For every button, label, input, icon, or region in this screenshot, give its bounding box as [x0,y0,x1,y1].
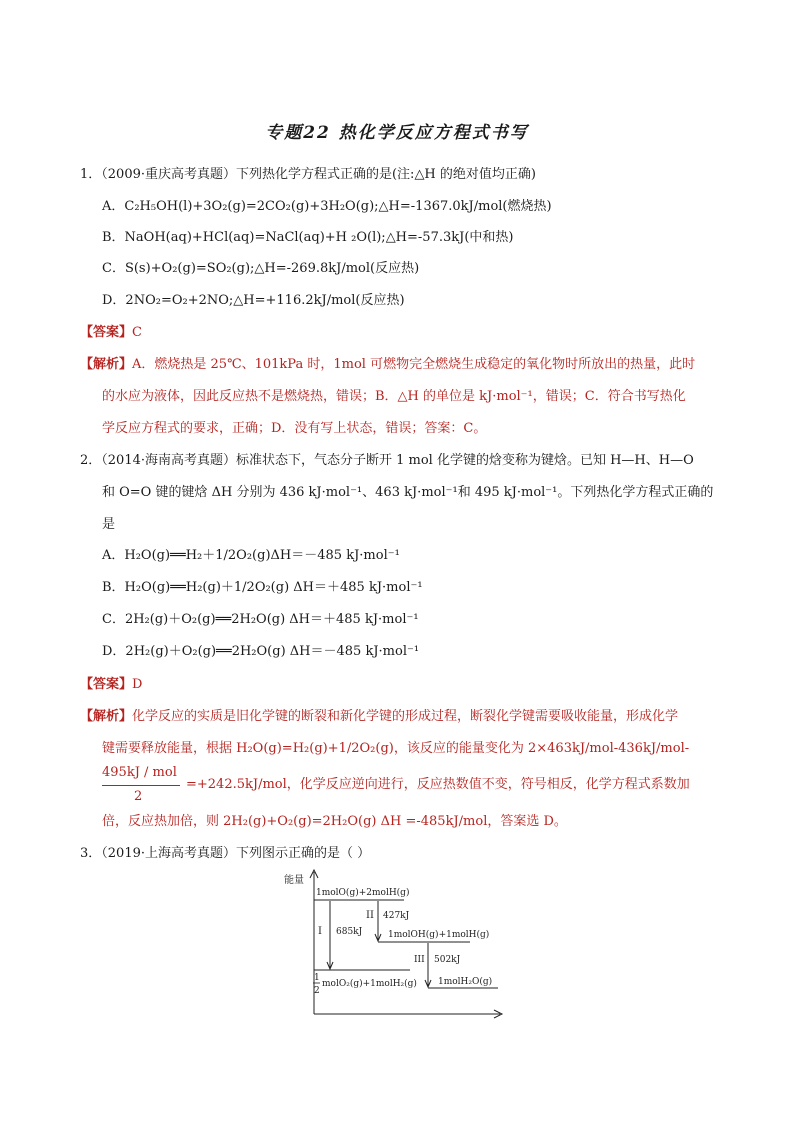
analysis-text: 化学反应的实质是旧化学键的断裂和新化学键的形成过程，断裂化学键需要吸收能量，形成化学 [132,709,679,724]
arrow-i-head [327,962,333,969]
q2-option-c: C．2H₂(g)＋O₂(g)══2H₂O(g) ΔH＝＋485 kJ·mol⁻¹ [102,612,419,627]
fraction [102,765,192,809]
y-axis-arrow [310,870,318,878]
level-low-left-frac-num: 1 [314,973,320,983]
q1-option-b: B．NaOH(aq)+HCl(aq)=NaCl(aq)+H ₂O(l);△H=-57.3kJ(中和热) [102,230,514,245]
q2-option-b: B．H₂O(g)══H₂(g)＋1/2O₂(g) ΔH＝＋485 kJ·mol⁻¹ [102,580,423,595]
arrow-ii-roman: II [366,910,374,921]
q2-analysis-line4: 倍，反应热加倍，则 2H₂(g)+O₂(g)=2H₂O(g) ΔH =-485kJ/mol，答案选 D。 [102,814,567,829]
q1-option-a: A．C₂H₅OH(l)+3O₂(g)=2CO₂(g)+3H₂O(g);△H=-1367.0kJ/mol(燃烧热) [102,199,552,214]
arrow-i-roman: I [318,926,322,937]
q1-analysis-line1 [80,356,695,374]
analysis-text: A．燃烧热是 25℃、101kPa 时，1mol 可燃物完全燃烧生成稳定的氧化物时所放出的热量，此时 [132,357,696,372]
fraction-numerator: 495kJ / mol [102,765,177,780]
answer-value: C [132,325,142,340]
arrow-iii-head [425,980,431,987]
level-low-left-frac-den: 2 [314,986,320,996]
arrow-ii-head [375,934,381,941]
answer-label: 【答案】 [80,325,133,340]
fraction-denominator: 2 [134,789,143,804]
q3-stem: 3．（2019·上海高考真题）下列图示正确的是（ ） [80,846,371,861]
level-low-left-label: molO₂(g)+1molH₂(g) [322,979,417,989]
q2-option-d: D．2H₂(g)＋O₂(g)══2H₂O(g) ΔH＝－485 kJ·mol⁻¹ [102,644,420,659]
fraction-bar [102,785,180,786]
q1-option-c: C．S(s)+O₂(g)=SO₂(g);△H=-269.8kJ/mol(反应热) [102,261,420,276]
q2-stem-line3: 是 [102,517,116,532]
x-axis-arrow [494,1010,502,1018]
q1-answer [80,324,142,342]
answer-label: 【答案】 [80,677,133,692]
q2-stem-line2: 和 O=O 键的键焓 ΔH 分别为 436 kJ·mol⁻¹、463 kJ·mol⁻¹和 495 kJ·mol⁻¹。下列热化学方程式正确的 [102,485,714,500]
arrow-ii-energy: 427kJ [383,911,410,921]
answer-value: D [132,677,143,692]
analysis-label: 【解析】 [80,357,133,372]
q2-answer [80,676,142,694]
q1-stem: 1．（2009·重庆高考真题）下列热化学方程式正确的是(注:△H 的绝对值均正确) [80,167,536,182]
q1-analysis-line3: 学反应方程式的要求，正确；D．没有写上状态，错误；答案：C。 [102,421,487,436]
q1-analysis-line2: 的水应为液体，因此反应热不是燃烧热，错误；B．△H 的单位是 kJ·mol⁻¹，错误；C．符合书写热化 [102,389,686,404]
page-title: 专题22 热化学反应方程式书写 [265,123,529,143]
level-low-right-label: 1molH₂O(g) [438,977,493,987]
level-top-label: 1molO(g)+2molH(g) [316,888,410,898]
q1-option-d: D．2NO₂=O₂+2NO;△H=+116.2kJ/mol(反应热) [102,293,405,308]
analysis-label: 【解析】 [80,709,133,724]
q2-stem-line1: 2．（2014·海南高考真题）标准状态下，气态分子断开 1 mol 化学键的焓变称为键焓。已知 H—H、H—O [80,453,694,468]
q2-option-a: A．H₂O(g)══H₂＋1/2O₂(g)ΔH＝－485 kJ·mol⁻¹ [102,548,400,563]
y-axis-label: 能量 [284,875,304,886]
q2-analysis-line2: 键需要释放能量，根据 H₂O(g)=H₂(g)+1/2O₂(g)，该反应的能量变化为 2×463kJ/mol-436kJ/mol- [102,741,690,756]
q2-analysis-line1 [80,708,678,726]
level-mid-label: 1molOH(g)+1molH(g) [388,930,490,940]
arrow-iii-energy: 502kJ [434,955,461,965]
arrow-i-energy: 685kJ [336,927,363,937]
arrow-iii-roman: III [414,955,425,965]
q2-analysis-line3: =+242.5kJ/mol，化学反应逆向进行，反应热数值不变，符号相反，化学方程式系数加 [186,777,690,792]
